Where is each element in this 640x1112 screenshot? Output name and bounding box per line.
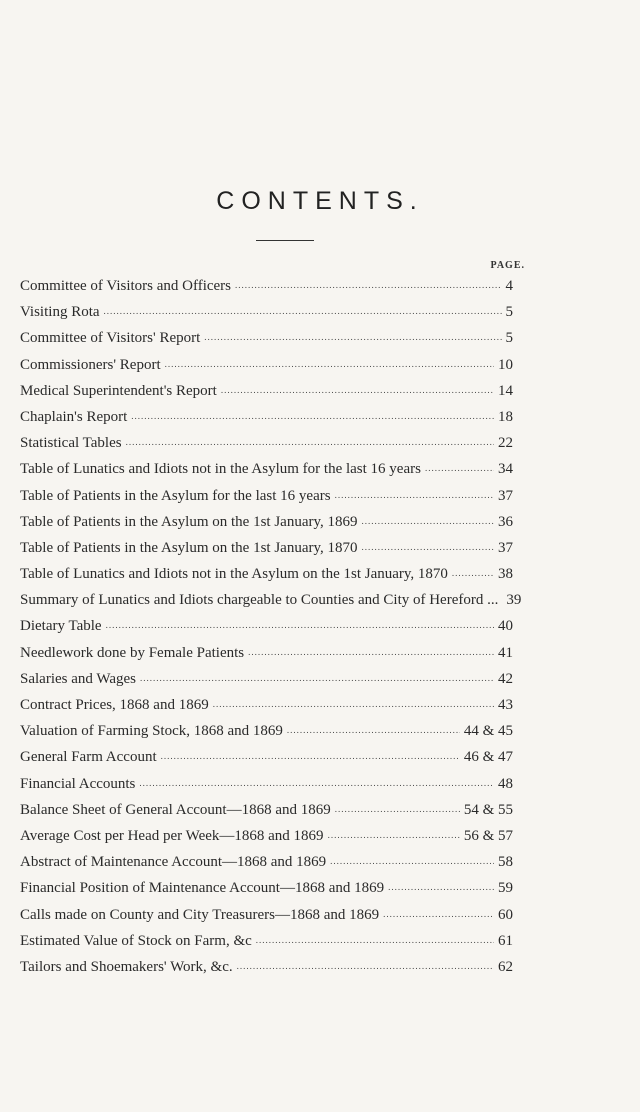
entry-page: 37 (498, 539, 513, 556)
entry-label: Estimated Value of Stock on Farm, &c (20, 932, 252, 949)
entry-page: 5 (505, 330, 513, 347)
entry-page: 48 (498, 775, 513, 792)
contents-entry (20, 615, 513, 641)
entry-label: Summary of Lunatics and Idiots chargeable to Counties and City of Hereford ... (20, 592, 499, 609)
entry-page: 44 & 45 (463, 723, 513, 740)
entry-label: Contract Prices, 1868 and 1869 (20, 697, 209, 713)
dot-leader (335, 485, 494, 500)
dot-leader (213, 694, 494, 709)
entry-page: 5 (505, 304, 513, 321)
entry-page: 56 & 57 (463, 827, 513, 844)
dot-leader (388, 877, 494, 892)
entry-label: Needlework done by Female Patients (20, 644, 245, 661)
dot-leader (126, 432, 494, 447)
contents-entry (20, 956, 513, 982)
entry-page: 58 (498, 854, 513, 871)
contents-entry (20, 773, 513, 799)
contents-entry (20, 275, 513, 301)
dot-leader (221, 380, 494, 395)
entry-label: Committee of Visitors and Officers (20, 278, 232, 294)
contents-entry (20, 799, 513, 825)
dot-leader (139, 773, 494, 788)
entry-label: Chaplain's Report (20, 408, 128, 425)
contents-entry (20, 825, 513, 851)
entry-label: Salaries and Wages (20, 670, 136, 687)
entry-label: Financial Position of Maintenance Account—1868 and 1869 (20, 880, 385, 897)
dot-leader (131, 406, 494, 421)
entry-label: Visiting Rota (20, 304, 100, 321)
entry-page: 22 (498, 435, 513, 452)
entry-page: 54 & 55 (463, 801, 513, 818)
contents-entry (20, 694, 513, 720)
dot-leader (256, 930, 494, 945)
entry-label: Table of Patients in the Asylum on the 1st January, 1869 (20, 513, 358, 530)
entry-page: 10 (498, 356, 513, 373)
dot-leader (335, 799, 460, 814)
entry-label: Average Cost per Head per Week—1868 and 1869 (20, 827, 324, 844)
contents-entry (20, 537, 513, 563)
dot-leader (452, 563, 494, 578)
contents-entry (20, 327, 513, 353)
contents-entry (20, 930, 513, 956)
entry-page: 37 (498, 487, 513, 504)
contents-entry (20, 354, 513, 380)
contents-entry (20, 301, 513, 327)
dot-leader (248, 642, 494, 657)
entry-label: Financial Accounts (20, 775, 136, 792)
dot-leader (204, 327, 501, 342)
entry-label: Dietary Table (20, 618, 102, 635)
contents-list (20, 275, 522, 982)
dot-leader (104, 301, 502, 316)
contents-entry (20, 380, 513, 406)
contents-entry (20, 877, 513, 903)
entry-page: 62 (498, 958, 513, 975)
title-divider (256, 240, 314, 241)
entry-label: General Farm Account (20, 749, 157, 766)
dot-leader (425, 458, 494, 473)
entry-page: 59 (498, 880, 513, 897)
contents-entry (20, 746, 513, 772)
entry-page: 40 (498, 618, 513, 635)
entry-label: Calls made on County and City Treasurers—1868 and 1869 (20, 906, 380, 923)
contents-entry (20, 485, 513, 511)
dot-leader (330, 851, 494, 866)
entry-page: 14 (498, 382, 513, 399)
entry-page: 18 (498, 408, 513, 425)
dot-leader (140, 668, 494, 683)
entry-label: Table of Lunatics and Idiots not in the Asylum on the 1st January, 1870 (20, 566, 448, 583)
dot-leader (165, 354, 494, 369)
entry-page: 60 (498, 906, 513, 923)
contents-entry (20, 904, 513, 930)
entry-label: Tailors and Shoemakers' Work, &c. (20, 958, 233, 975)
entry-label: Committee of Visitors' Report (20, 330, 201, 347)
entry-page: 38 (498, 566, 513, 583)
entry-page: 42 (498, 670, 513, 687)
entry-page: 34 (498, 461, 513, 478)
entry-page: 43 (498, 697, 513, 713)
dot-leader (161, 746, 460, 761)
contents-entry (20, 851, 513, 877)
entry-label: Table of Lunatics and Idiots not in the Asylum for the last 16 years (20, 461, 421, 478)
dot-leader (235, 275, 501, 290)
entry-page: 4 (505, 278, 513, 294)
contents-entry (20, 642, 513, 668)
entry-page: 36 (498, 513, 513, 530)
entry-label: Statistical Tables (20, 435, 122, 452)
page-column-heading: PAGE. (490, 260, 525, 271)
entry-label: Table of Patients in the Asylum on the 1st January, 1870 (20, 539, 358, 556)
dot-leader (287, 720, 460, 735)
entry-label: Medical Superintendent's Report (20, 382, 217, 399)
contents-entry (20, 720, 513, 746)
contents-entry (20, 406, 513, 432)
dot-leader (362, 511, 494, 526)
contents-entry (20, 668, 513, 694)
entry-label: Balance Sheet of General Account—1868 and 1869 (20, 801, 331, 818)
dot-leader (362, 537, 494, 552)
entry-page: 41 (498, 644, 513, 661)
page-title: CONTENTS. (216, 187, 424, 215)
dot-leader (237, 956, 494, 971)
dot-leader (383, 904, 494, 919)
contents-entry (20, 432, 513, 458)
entry-label: Abstract of Maintenance Account—1868 and 1869 (20, 854, 327, 871)
entry-label: Commissioners' Report (20, 356, 161, 373)
contents-entry (20, 563, 513, 589)
entry-page: 46 & 47 (463, 749, 513, 766)
entry-page: 39 (506, 592, 522, 609)
dot-leader (106, 615, 494, 630)
dot-leader (328, 825, 460, 840)
contents-entry (20, 511, 513, 537)
contents-entry (20, 458, 513, 484)
entry-page: 61 (498, 932, 513, 949)
entry-label: Valuation of Farming Stock, 1868 and 1869 (20, 723, 283, 740)
contents-entry (20, 589, 522, 615)
entry-label: Table of Patients in the Asylum for the last 16 years (20, 487, 331, 504)
